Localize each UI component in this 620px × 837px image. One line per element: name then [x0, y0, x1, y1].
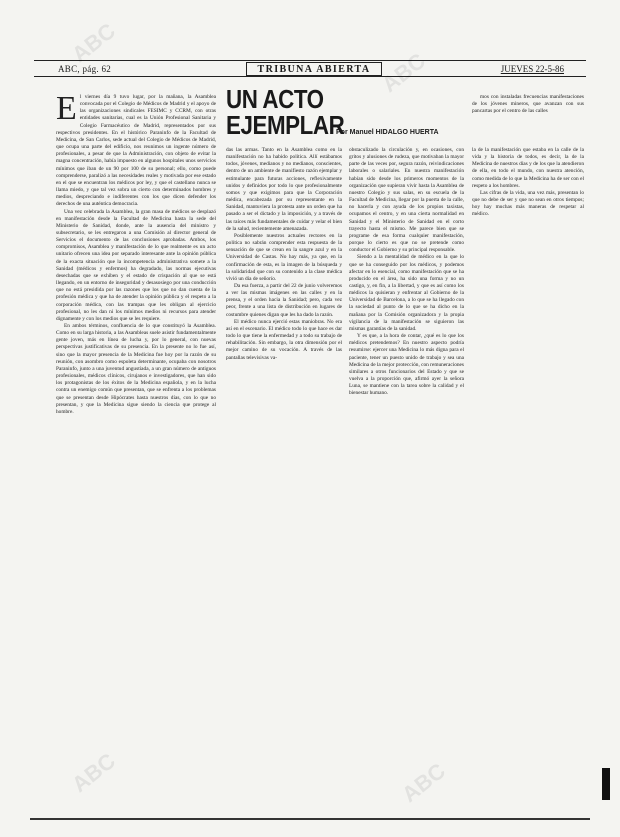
column-2: [226, 147, 342, 802]
page-number: ABC, pág. 62: [58, 64, 112, 74]
column-3: [349, 147, 464, 802]
watermark-logo: ABC: [397, 758, 451, 808]
paragraph: El médico nunca ejerció estas maniobras. No era así en el escenario. El médico todo lo que hace es dar todo lo que tiene la enfermedad y a todo su trabajo de rehabilitación. Sin embargo, la otra dimensión por el mejor camino de su vocación. A través de las pantallas televisivas va-: [226, 318, 342, 361]
column-4-top: [472, 94, 584, 146]
paragraph: l viernes día 9 tuvo lugar, por la mañana, la Asamblea convocada por el Colegio de Médicos de Madrid y el apoyo de las organizaciones sindicales FESIMC y CCRM, con otras entidades sanitarias, cual es la Unión Profesional Sanitaria y Colegio Farmacéutico de Madrid, representados por sus respectivos presidentes. En el histórico Paraninfo de la Facultad de Medicina, de San Carlos, sede actual del Colegio de Médicos de Madrid, que ocupa una parte del edificio, nos reunimos un ingente número de profesionales, a pesar de que la Administración, con objeto de evitar la magna concentración, había impuesto en algunos hospitales unos servicios mínimos que iban de un 90 por 100 de su personal; ello, como puede comprenderse, paralizó a las necesidades reales y motivada por ese estado en el que se encuentran los médicos por ley, y que el castellano nunca se llama miedo, y que tal vez sobra un cierto con determinados hombres y medios, despreciando e indiferentes con los que dicen defender los derechos de una auténtica democracia.: [56, 94, 216, 208]
paragraph: Da esa fuerza, a partir del 22 de junio volveremos a ver las mismas imágenes en las calles y en la prensa, y el orden hacia la Sanidad; pero, cada vez peor, frente a una lista de distribución en lugares de costumbre quienes digan que les ha dado la razón.: [226, 282, 342, 318]
drop-cap: E: [56, 94, 77, 127]
paragraph: das las armas. Tanto en la Asamblea como en la manifestación no ha habido política. Allí estábamos todos, jóvenes, medianos y no medianos, conscientes, dentro de un ambiente de manifiesto razón ejemplar y estimulante para futuras acciones, reflexivamente unidos y definidos por todo lo que profesionalmente somos y que exigimos para que la Corporación médica, encabezada por su representante en la Sanidad, mantuviera la protesta ante un orden que ha pasado a ser el dictado y la imposición, y a través de las raíces más fundamentales de cuidar y velar el bien de la salud, recientemente amenazada.: [226, 147, 342, 232]
watermark-logo: ABC: [67, 748, 121, 798]
paragraph: Las cifras de la vida, una vez más, presentan lo que no debe de ser y que no sean en otros tiempos; hoy hay muchas más maneras de respetar al médico.: [472, 189, 584, 218]
paragraph: Posiblemente nuestros actuales rectores en la política no sabrán comprender esta respuesta de la sensación de que se crean en la sangre azul y en la Universidad de Castas. No hay más, ya que, en la confirmación de esta, es la imagen de la búsqueda y la solidaridad que con su contenido a la clase médica vivió un día de señorío.: [226, 232, 342, 282]
paragraph: Y es que, a la hora de contar, ¿qué es lo que los médicos pretendemos? En nuestro aspecto podría resumirse: ejercer una Medicina lo más digna para el paciente, tener un puesto unido de trabajo y sea una Medicina de la mejor protección, con remuneraciones similares a otros funcionarios del Estado y que se vuelva a la proporción que, afirmó ayer la señora Luna, se mantiene con la tarea sobre la calidad y el bienestar humano.: [349, 333, 464, 397]
column-1: [56, 94, 216, 802]
footer-rule: [30, 818, 590, 820]
paragraph: la de la manifestación que estaba en la calle de la vida y la historia de todos, es decir, la de la Medicina de nuestros días y de los que la atendieron de ella, en todo el mundo, con nuestra atención, como medida de lo que la Medicina ha de ser con el respeto a los hombres.: [472, 147, 584, 189]
article-byline: Por Manuel HIDALGO HUERTA: [336, 129, 439, 136]
header-rule-bottom: [34, 76, 586, 77]
section-title: TRIBUNA ABIERTA: [246, 62, 382, 76]
issue-date: JUEVES 22-5-86: [500, 64, 564, 74]
paragraph: En ambos términos, confluencia de lo que constituyó la Asamblea. Como en su larga historia, a las Asambleas suele asistir fundamentalmente gente joven, más en línea de lucha y, por lo general, con nuevas perspectivas justificativas de su presencia. En la presente no lo fue así, sino que la mayor presencia de la Medicina fue hoy por la razón de su reunión, con asombro como espoleta determinante, ocupaba con nosotros Paraninfo, junto a una juventud angustiada, a un gran número de antiguos profesionales, médicos clínicos, cirujanos e investigadores, que han sido los protagonistas de los éxitos de la Medicina española, y en la lucha contra un enemigo común que presentan, que se enfrenta a los problemas que se presentan desde Hipócrates hasta nuestros días, con lo que no presentan, y que la Medicina sigue siendo la ciencia que protege al hombre.: [56, 323, 216, 415]
edge-mark: [602, 768, 610, 800]
article-title: UN ACTO EJEMPLAR: [226, 84, 345, 140]
column-4: [472, 147, 584, 802]
header-rule-top: [34, 60, 586, 61]
watermark-logo: ABC: [67, 18, 121, 68]
paragraph: Siendo a la mentalidad de médico en la que lo que se ha conseguido por los médicos, y podemos afectar en lo esencial, como manifestación que se ha producido en el área, ha sido una forma y no un castigo, y, en fin, a la libertad, y que es así como los médicos la quisieran y enfrentar al Gobierno de la Universidad de Barcelona, a lo que se ha llegado con la sociedad al punto de lo que se ha dicho en la mañana por la Comisión organizadora y la propia vigilancia de la manifestación se siguieron las mismas garantías de la sanidad.: [349, 254, 464, 332]
paragraph: Una vez celebrada la Asamblea, la gran masa de médicos se desplazó en manifestación desde la Facultad de Medicina hasta la sede del Ministerio de Sanidad, donde, ante la ausencia del ministro y subsecretario, se les entregaron a una Comisión al director general de Servicios el documento de las conclusiones aprobadas. Ambos, los compromisos, Asamblea y manifestación de lo que realmente es un acto unitario ofrecen una idea por separado interesante ante la opinión pública de la exacta situación que la incompetencia administrativa somete a la Sanidad (médicos y enfermos) ha degradado, las normas ejecutivas desechadas que se exhiben y el estado de crispación al que se está llegando, en un entorno de inseguridad y desasosiego por una conducción que no está presidida por las razones que los que no dan cuenta de la profesión médica y que ha de atender la opinión pública y el respeto a la corporación médica, con las trampas que les obligan al ejercicio profesional, no les dan ni los mínimos medios ni recursos para atender dignamente y con los medios que se les requiere.: [56, 208, 216, 322]
paragraph: obstaculizado la circulación y, en ocasiones, con gritos y alusiones de rudeza, que motivaban la mayor parte de las veces por, segura razón, reivindicaciones laborales o salariales. En nuestra manifestación habían sido desde los primeros momentos de la organización que supieran vivir hasta la Asamblea de nuestro Colegio y sus salas, en su escuela de la Facultad de Medicina, llegar por la puerta de la calle, no hacerla y con ayuda de los propios taxistas, ocupamos el centro, y en una cierta normalidad en Sanidad y el Ministerio de Sanidad en el corto trayecto hasta el mismo. Me parece bien que se programe de esa forma cualquier manifestación, porque lo cierto es que no se pretende como conductor el Gobierno y su principal responsable.: [349, 147, 464, 254]
paragraph: mos con instaladas frecuencias manifestaciones de los jóvenes mineros, que avanzan con sus pancartas por el centro de las calles: [472, 94, 584, 115]
watermark-logo: ABC: [377, 48, 431, 98]
